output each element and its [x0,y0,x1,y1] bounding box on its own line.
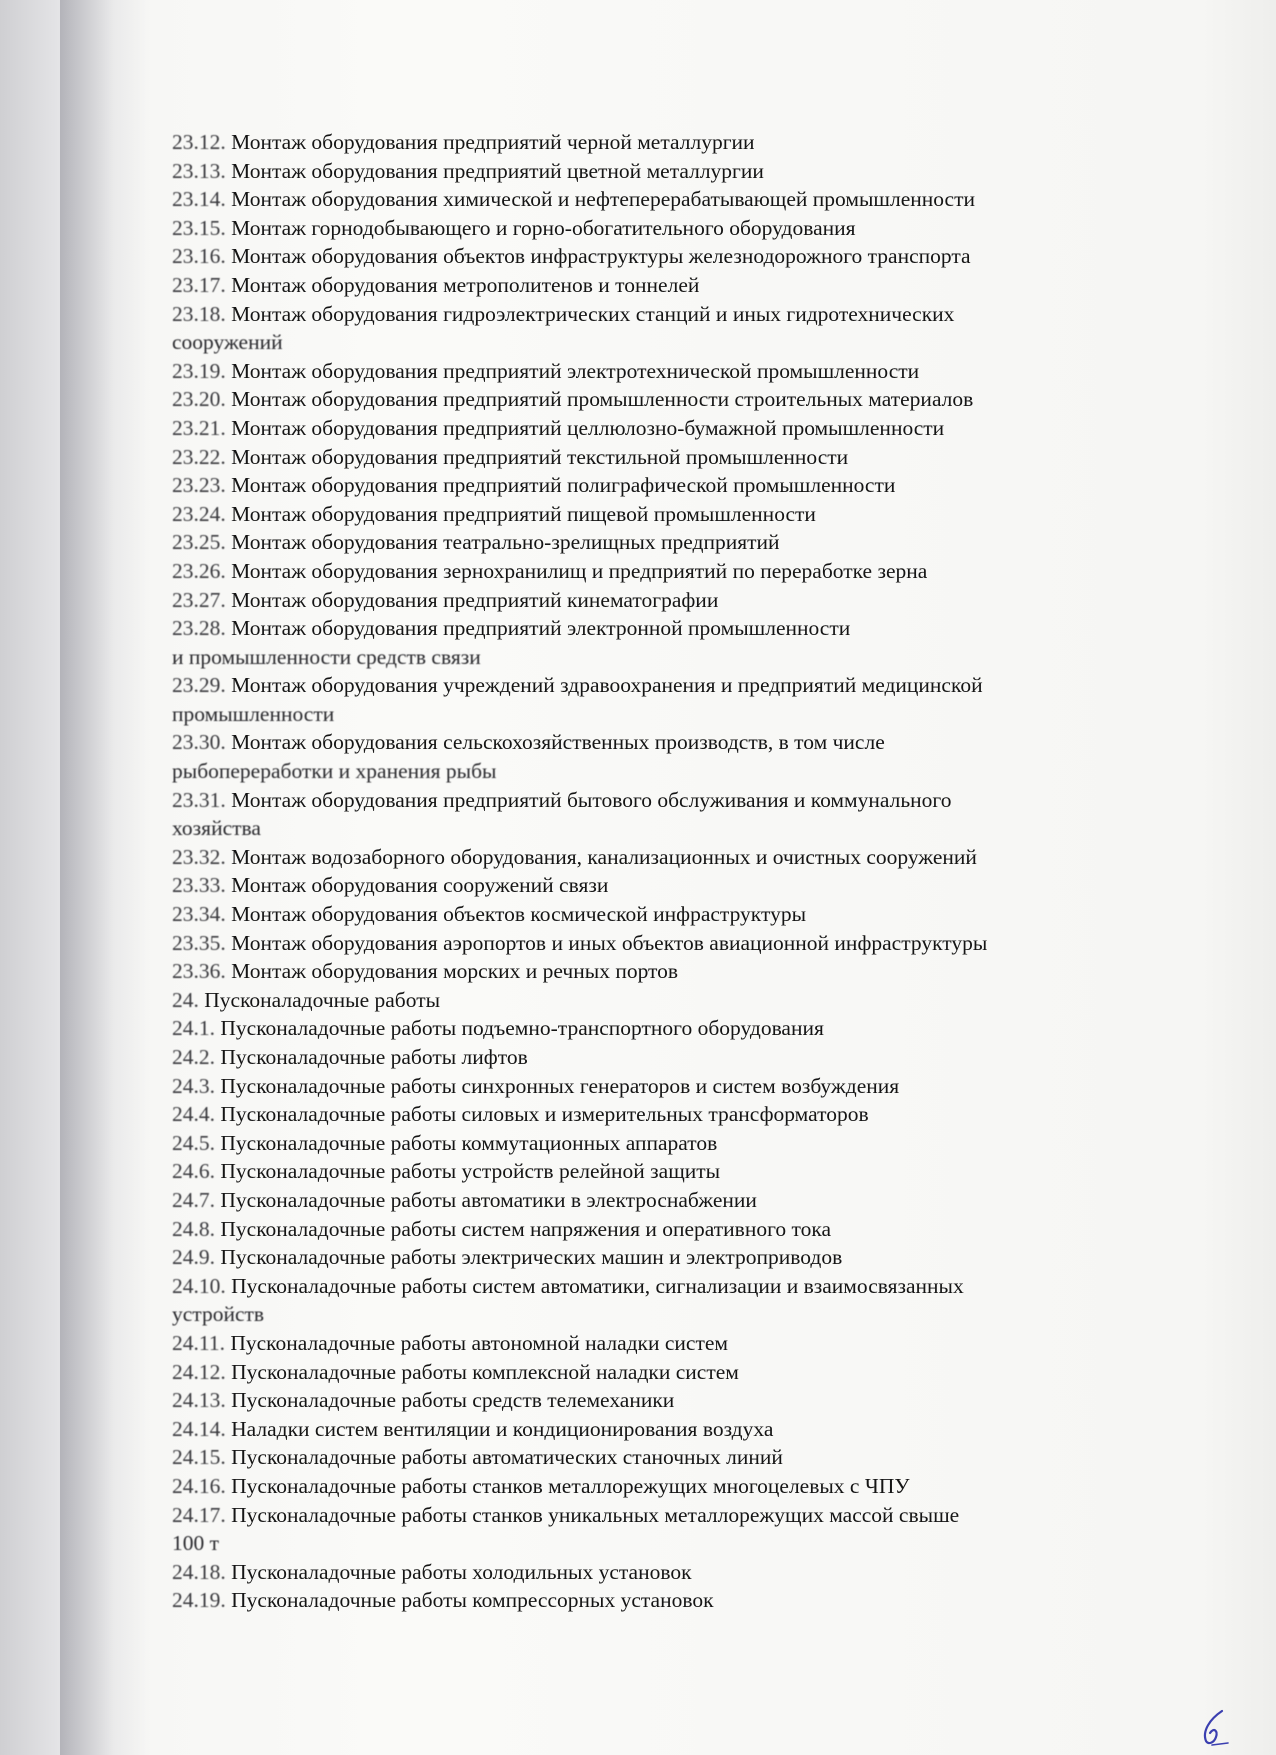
list-item [172,1415,1172,1444]
signature-mark-icon [1192,1705,1236,1749]
item-number: 23.20. [172,387,226,412]
item-text: Монтаж оборудования объектов космической инфраструктуры [231,902,807,927]
list-item [172,271,1172,300]
item-number: 23.35. [172,930,226,955]
item-number: 23.13. [172,158,226,183]
item-number: 23.24. [172,501,226,526]
list-item [172,385,1172,414]
list-item [172,986,1172,1015]
list-item [172,671,1172,700]
item-text: Монтаж оборудования предприятий черной металлургии [231,130,755,154]
item-text: Пусконаладочные работы средств телемеханики [231,1388,675,1413]
list-item-continuation [172,700,1172,729]
list-item [172,957,1172,986]
item-text: Монтаж оборудования метрополитенов и тоннелей [231,272,700,297]
item-text-continuation: промышленности [172,701,335,726]
item-text: Пусконаладочные работы систем автоматики, сигнализации и взаимосвязанных [231,1273,964,1298]
list-item [172,357,1172,386]
list-item [172,1100,1172,1129]
binding-shadow [60,0,150,1755]
list-item [172,157,1172,186]
item-number: 23.12. [172,130,226,154]
item-text: Монтаж оборудования зернохранилищ и предприятий по переработке зерна [231,558,928,583]
item-number: 23.34. [172,902,226,927]
item-number: 23.14. [172,187,226,212]
list-item-continuation [172,643,1172,672]
item-number: 24.14. [172,1416,226,1441]
list-item [172,1386,1172,1415]
list-item [172,500,1172,529]
item-text: Монтаж оборудования морских и речных портов [231,959,679,984]
list-item [172,557,1172,586]
item-text: Пусконаладочные работы комплексной наладки систем [231,1359,739,1384]
list-item [172,414,1172,443]
item-text: Пусконаладочные работы компрессорных установок [231,1588,714,1613]
item-text: Пусконаладочные работы лифтов [220,1045,528,1069]
item-number: 23.27. [172,587,226,612]
list-item [172,1043,1172,1072]
list-item [172,614,1172,643]
item-number: 23.28. [172,616,226,641]
item-number: 23.25. [172,530,226,555]
list-item [172,528,1172,557]
item-number: 24.9. [172,1245,215,1270]
list-item [172,1186,1172,1215]
item-text: Монтаж оборудования театрально-зрелищных предприятий [231,530,780,555]
item-number: 24. [172,987,199,1012]
list-item [172,242,1172,271]
item-text: Пусконаладочные работы электрических машин и электроприводов [220,1245,843,1270]
list-item [172,1558,1172,1587]
item-text: Пусконаладочные работы силовых и измерительных трансформаторов [220,1102,869,1127]
list-item [172,871,1172,900]
item-number: 23.26. [172,558,226,583]
list-item-continuation [172,328,1172,357]
item-number: 24.13. [172,1388,226,1413]
item-number: 24.15. [172,1445,226,1470]
item-text: Наладки систем вентиляции и кондиционирования воздуха [231,1416,774,1441]
item-number: 24.18. [172,1559,226,1584]
item-text: Монтаж оборудования предприятий бытового обслуживания и коммунального [231,787,952,812]
item-text: Пусконаладочные работы станков металлорежущих многоцелевых с ЧПУ [231,1473,910,1498]
item-number: 23.23. [172,473,226,498]
item-number: 23.18. [172,301,226,326]
item-text: Монтаж оборудования гидроэлектрических станций и иных гидротехнических [231,301,955,326]
item-number: 24.19. [172,1588,226,1613]
list-item [172,728,1172,757]
item-text-continuation: сооружений [172,330,283,355]
list-item [172,1358,1172,1387]
list-item [172,1014,1172,1043]
item-text: Пусконаладочные работы синхронных генераторов и систем возбуждения [220,1073,900,1098]
list-item-continuation [172,814,1172,843]
item-text-continuation: рыбопереработки и хранения рыбы [172,759,497,784]
list-item-continuation [172,1529,1172,1558]
list-item [172,185,1172,214]
item-text: Пусконаладочные работы подъемно-транспортного оборудования [220,1016,824,1041]
list-item [172,1272,1172,1301]
list-item [172,1157,1172,1186]
item-text: Пусконаладочные работы [204,987,441,1012]
item-text: Монтаж оборудования сельскохозяйственных производств, в том числе [231,730,885,755]
item-text: Монтаж оборудования предприятий кинематографии [231,587,719,612]
item-text: Монтаж оборудования аэропортов и иных объектов авиационной инфраструктуры [231,930,988,955]
item-text: Монтаж оборудования предприятий целлюлозно-бумажной промышленности [231,415,945,440]
list-item [172,1586,1172,1615]
item-number: 24.4. [172,1102,215,1127]
list-item-continuation [172,757,1172,786]
list-item [172,586,1172,615]
list-item [172,471,1172,500]
item-number: 24.12. [172,1359,226,1384]
item-text: Монтаж горнодобывающего и горно-обогатительного оборудования [231,215,856,240]
item-text: Пусконаладочные работы систем напряжения и оперативного тока [220,1216,832,1241]
item-text: Монтаж оборудования предприятий цветной металлургии [231,158,764,183]
item-number: 23.17. [172,272,226,297]
item-number: 24.6. [172,1159,215,1184]
item-text: Монтаж оборудования предприятий промышленности строительных материалов [231,387,974,412]
item-text: Монтаж оборудования химической и нефтеперерабатывающей промышленности [231,187,975,212]
item-text: Монтаж оборудования сооружений связи [231,873,609,898]
list-item [172,300,1172,329]
item-number: 24.16. [172,1473,226,1498]
list-item-continuation [172,1300,1172,1329]
item-number: 23.32. [172,844,226,869]
list-item [172,843,1172,872]
item-text: Пусконаладочные работы станков уникальных металлорежущих массой свыше [231,1502,960,1527]
item-text: Пусконаладочные работы автоматики в электроснабжении [220,1187,757,1212]
item-number: 23.30. [172,730,226,755]
list-item [172,1472,1172,1501]
item-text: Монтаж оборудования предприятий полиграфической промышленности [231,473,896,498]
list-item [172,1129,1172,1158]
item-text-continuation: хозяйства [172,816,261,841]
item-number: 24.10. [172,1273,226,1298]
item-number: 24.7. [172,1187,215,1212]
item-text-continuation: устройств [172,1302,265,1327]
item-text: Пусконаладочные работы холодильных установок [231,1559,692,1584]
list-item [172,443,1172,472]
item-number: 24.8. [172,1216,215,1241]
item-number: 23.33. [172,873,226,898]
list-item [172,1329,1172,1358]
list-item [172,1443,1172,1472]
item-text: Пусконаладочные работы устройств релейной защиты [220,1159,721,1184]
list-item [172,1501,1172,1530]
item-number: 23.29. [172,673,226,698]
list-item [172,1243,1172,1272]
item-number: 24.17. [172,1502,226,1527]
item-number: 23.15. [172,215,226,240]
item-number: 24.3. [172,1073,215,1098]
item-number: 23.22. [172,444,226,469]
item-number: 23.16. [172,244,226,269]
item-text-continuation: 100 т [172,1531,220,1556]
item-number: 24.5. [172,1130,215,1155]
item-text: Монтаж водозаборного оборудования, канализационных и очистных сооружений [231,844,977,869]
item-text-continuation: и промышленности средств связи [172,644,481,669]
item-text: Пусконаладочные работы автоматических станочных линий [231,1445,783,1470]
item-text: Пусконаладочные работы автономной наладки систем [230,1330,729,1355]
item-number: 23.19. [172,358,226,383]
item-number: 24.11. [172,1330,225,1355]
item-text: Монтаж оборудования объектов инфраструктуры железнодорожного транспорта [231,244,971,269]
item-number: 24.2. [172,1045,215,1069]
item-text: Монтаж оборудования предприятий пищевой промышленности [231,501,816,526]
list-item [172,900,1172,929]
list-item [172,1215,1172,1244]
item-text: Монтаж оборудования предприятий текстильной промышленности [231,444,849,469]
item-text: Монтаж оборудования предприятий электронной промышленности [231,616,851,641]
list-item [172,128,1172,157]
item-text: Монтаж оборудования предприятий электротехнической промышленности [231,358,920,383]
item-number: 23.31. [172,787,226,812]
item-text: Пусконаладочные работы коммутационных аппаратов [220,1130,718,1155]
item-number: 23.36. [172,959,226,984]
item-number: 24.1. [172,1016,215,1041]
item-number: 23.21. [172,415,226,440]
list-item [172,786,1172,815]
list-item [172,929,1172,958]
item-text: Монтаж оборудования учреждений здравоохранения и предприятий медицинской [231,673,983,698]
list-item [172,214,1172,243]
list-item [172,1072,1172,1101]
work-types-list [172,128,1172,1615]
